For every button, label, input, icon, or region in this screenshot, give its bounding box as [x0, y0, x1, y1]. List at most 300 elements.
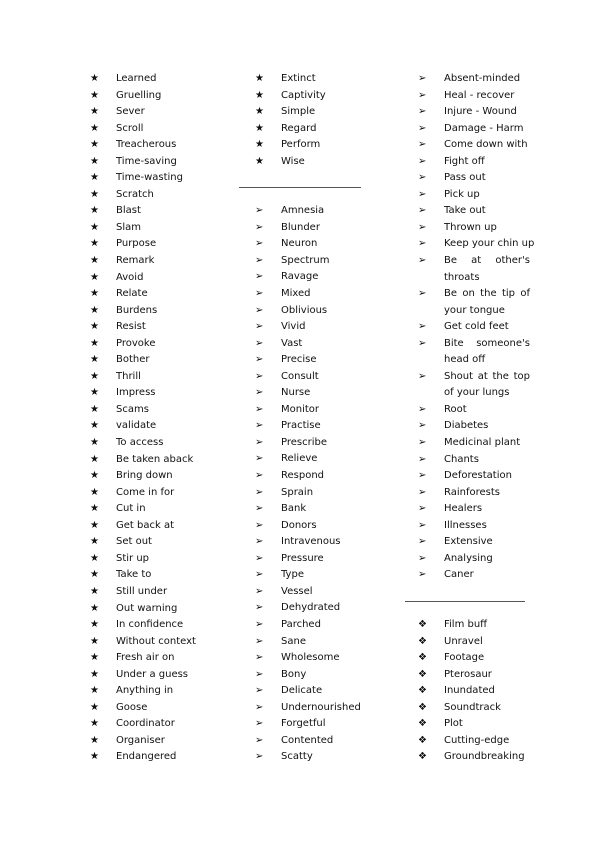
- list-item: [418, 154, 530, 171]
- list-item-text: Vivid: [281, 321, 306, 333]
- list-item-text: Contented: [281, 734, 334, 746]
- list-item: [418, 667, 530, 684]
- arrow-bullet-icon: ➢: [255, 436, 264, 448]
- star-bullet-icon: ★: [90, 437, 99, 449]
- list-item-text: Damage - Harm: [444, 122, 524, 134]
- list-item-text: Blast: [116, 205, 141, 217]
- list-item: [418, 518, 530, 535]
- diamond-bullet-icon: ❖: [418, 668, 427, 680]
- list-item-text: Cutting-edge: [444, 734, 510, 746]
- list-item: [255, 435, 385, 452]
- list-item: [418, 104, 530, 121]
- star-bullet-icon: ★: [255, 155, 264, 167]
- list-item: [90, 253, 235, 270]
- list-item: [90, 336, 235, 353]
- list-item-text: Take to: [116, 569, 152, 581]
- arrow-bullet-icon: ➢: [418, 106, 427, 118]
- diamond-bullet-icon: ❖: [418, 685, 427, 697]
- arrow-bullet-icon: ➢: [255, 486, 264, 498]
- list-item: [255, 154, 385, 171]
- list-item: [255, 385, 385, 402]
- list-item: [255, 518, 385, 535]
- list-item: [255, 501, 385, 518]
- list-item: [90, 220, 235, 237]
- list-item-text: Time-wasting: [116, 172, 183, 184]
- list-item: [418, 534, 530, 551]
- list-item: [418, 683, 530, 700]
- list-item: [90, 733, 235, 750]
- list-item-text: Caner: [444, 569, 474, 581]
- arrow-bullet-icon: ➢: [255, 288, 264, 300]
- list-item-text: Provoke: [116, 337, 156, 349]
- list-item-text: Undernourished: [281, 701, 361, 713]
- list-item: [90, 601, 235, 618]
- arrow-bullet-icon: ➢: [255, 536, 264, 548]
- star-bullet-icon: ★: [90, 238, 99, 250]
- star-bullet-icon: ★: [255, 89, 264, 101]
- list-item: [255, 683, 385, 700]
- list-item-text: Regard: [281, 122, 317, 134]
- star-bullet-icon: ★: [90, 585, 99, 597]
- list-item-text: Heal - recover: [444, 89, 515, 101]
- arrow-bullet-icon: ➢: [418, 255, 427, 267]
- arrow-bullet-icon: ➢: [255, 602, 264, 614]
- list-item: [255, 534, 385, 551]
- list-item-text: Deforestation: [444, 470, 512, 482]
- list-item: [90, 104, 235, 121]
- star-bullet-icon: ★: [255, 73, 264, 84]
- list-item-text: Out warning: [116, 602, 178, 614]
- arrow-bullet-icon: ➢: [255, 585, 264, 597]
- star-bullet-icon: ★: [90, 271, 99, 283]
- list-item-text: Root: [444, 403, 467, 415]
- list-item-text: Take out: [444, 205, 486, 217]
- list-item-text: Fresh air on: [116, 652, 175, 664]
- list-item-text: Without context: [116, 635, 196, 647]
- list-item: [418, 253, 530, 286]
- list-item-text: Soundtrack: [444, 701, 501, 713]
- list-item: [255, 600, 385, 617]
- star-bullet-icon: ★: [90, 370, 99, 382]
- list-item: [255, 71, 385, 88]
- arrow-bullet-icon: ➢: [255, 668, 264, 680]
- list-item: [255, 551, 385, 568]
- list-item: [255, 220, 385, 237]
- list-item-text: Purpose: [116, 238, 157, 250]
- star-bullet-icon: ★: [255, 122, 264, 134]
- arrow-bullet-icon: ➢: [255, 519, 264, 531]
- list-item: [90, 402, 235, 419]
- list-item: [90, 501, 235, 518]
- list-item: [255, 121, 385, 138]
- diamond-bullet-icon: ❖: [418, 635, 427, 647]
- list-item-text: Extinct: [281, 73, 316, 84]
- list-item: [90, 700, 235, 717]
- list-item: [90, 203, 235, 220]
- list-item-text: Scratch: [116, 188, 154, 200]
- diamond-bullet-icon: ❖: [418, 734, 427, 746]
- list-item: [255, 269, 385, 286]
- list-item-text: Still under: [116, 585, 168, 597]
- list-item: [90, 187, 235, 204]
- arrow-bullet-icon: ➢: [255, 569, 264, 581]
- arrow-bullet-icon: ➢: [418, 139, 427, 151]
- list-item-text: In confidence: [116, 619, 184, 631]
- arrow-bullet-icon: ➢: [418, 519, 427, 531]
- list-item-text: Be at other's throats: [444, 255, 530, 283]
- list-item-text: Delicate: [281, 685, 323, 697]
- list-item: [90, 121, 235, 138]
- arrow-bullet-icon: ➢: [418, 122, 427, 134]
- arrow-bullet-icon: ➢: [418, 238, 427, 250]
- word-list-3a: [418, 71, 535, 584]
- list-item-text: Burdens: [116, 304, 158, 316]
- arrow-bullet-icon: ➢: [418, 437, 427, 449]
- list-item-text: To access: [116, 437, 164, 449]
- list-item-text: Diabetes: [444, 420, 489, 432]
- list-item-text: Sprain: [281, 486, 314, 498]
- list-item-text: Plot: [444, 718, 463, 730]
- column-3: [418, 71, 535, 766]
- arrow-bullet-icon: ➢: [255, 618, 264, 630]
- list-item: [255, 584, 385, 601]
- divider: [405, 601, 525, 602]
- list-item: [255, 733, 385, 750]
- list-item: [90, 650, 235, 667]
- list-item: [418, 319, 530, 336]
- arrow-bullet-icon: ➢: [255, 403, 264, 415]
- list-item-text: Rainforests: [444, 486, 500, 498]
- list-item-text: Under a guess: [116, 668, 189, 680]
- list-item: [90, 319, 235, 336]
- list-item: [90, 468, 235, 485]
- list-item: [90, 485, 235, 502]
- list-item: [255, 617, 385, 634]
- list-item-text: Come in for: [116, 486, 175, 498]
- list-item-text: Learned: [116, 73, 157, 84]
- star-bullet-icon: ★: [90, 619, 99, 631]
- list-item: [418, 236, 535, 253]
- list-item: [418, 700, 530, 717]
- star-bullet-icon: ★: [90, 734, 99, 746]
- list-item-text: Get back at: [116, 519, 174, 531]
- list-item-text: Prescribe: [281, 436, 327, 448]
- list-item-text: Captivity: [281, 89, 326, 101]
- list-item: [90, 551, 235, 568]
- arrow-bullet-icon: ➢: [255, 304, 264, 316]
- list-item: [255, 369, 385, 386]
- arrow-bullet-icon: ➢: [418, 503, 427, 515]
- list-item-text: Absent-minded: [444, 73, 521, 84]
- list-item-text: Bony: [281, 668, 307, 680]
- list-item: [255, 451, 385, 468]
- list-item: [255, 319, 385, 336]
- list-item-text: Wholesome: [281, 652, 340, 664]
- list-item-text: Mixed: [281, 288, 311, 300]
- list-item: [90, 452, 235, 469]
- list-item-text: Illnesses: [444, 519, 487, 531]
- list-item-text: Footage: [444, 652, 485, 664]
- list-item: [418, 617, 530, 634]
- diamond-bullet-icon: ❖: [418, 652, 427, 664]
- list-item: [255, 716, 385, 733]
- arrow-bullet-icon: ➢: [255, 718, 264, 730]
- list-item-text: Medicinal plant: [444, 437, 521, 449]
- list-item-text: Pick up: [444, 188, 480, 200]
- star-bullet-icon: ★: [90, 155, 99, 167]
- arrow-bullet-icon: ➢: [418, 288, 427, 300]
- list-item: [418, 88, 530, 105]
- star-bullet-icon: ★: [90, 751, 99, 763]
- list-item-text: Scams: [116, 403, 149, 415]
- list-item: [255, 418, 385, 435]
- list-item: [255, 104, 385, 121]
- list-item: [255, 402, 385, 419]
- list-item-text: Donors: [281, 519, 317, 531]
- list-item-text: Avoid: [116, 271, 144, 283]
- list-item-text: Be on the tip of your tongue: [444, 288, 530, 316]
- list-item-text: Spectrum: [281, 254, 330, 266]
- arrow-bullet-icon: ➢: [255, 254, 264, 266]
- arrow-bullet-icon: ➢: [418, 552, 427, 564]
- list-item: [418, 733, 530, 750]
- star-bullet-icon: ★: [90, 486, 99, 498]
- list-item-text: Forgetful: [281, 718, 326, 730]
- list-item: [255, 236, 385, 253]
- list-item-text: Monitor: [281, 403, 320, 415]
- star-bullet-icon: ★: [90, 536, 99, 548]
- list-item-text: Intravenous: [281, 536, 341, 548]
- star-bullet-icon: ★: [90, 122, 99, 134]
- arrow-bullet-icon: ➢: [418, 188, 427, 200]
- star-bullet-icon: ★: [90, 172, 99, 184]
- list-item: [418, 634, 530, 651]
- list-item: [90, 303, 235, 320]
- arrow-bullet-icon: ➢: [418, 486, 427, 498]
- star-bullet-icon: ★: [90, 288, 99, 300]
- list-item: [255, 203, 385, 220]
- arrow-bullet-icon: ➢: [418, 470, 427, 482]
- list-item: [90, 170, 235, 187]
- list-item-text: Gruelling: [116, 89, 162, 101]
- arrow-bullet-icon: ➢: [418, 536, 427, 548]
- list-item-text: Blunder: [281, 221, 320, 233]
- list-item-text: Anything in: [116, 685, 174, 697]
- list-item: [90, 716, 235, 733]
- star-bullet-icon: ★: [90, 387, 99, 399]
- list-item-text: Resist: [116, 321, 146, 333]
- arrow-bullet-icon: ➢: [255, 321, 264, 333]
- list-item-text: Thrill: [116, 370, 141, 382]
- list-item: [418, 551, 530, 568]
- list-item-text: Relate: [116, 288, 148, 300]
- list-item: [90, 352, 235, 369]
- word-list-1: [90, 71, 235, 766]
- arrow-bullet-icon: ➢: [255, 370, 264, 382]
- arrow-bullet-icon: ➢: [255, 387, 264, 399]
- list-item: [418, 650, 530, 667]
- list-item-text: Bite someone's head off: [444, 337, 530, 366]
- star-bullet-icon: ★: [90, 420, 99, 432]
- list-item-text: Impress: [116, 387, 156, 399]
- arrow-bullet-icon: ➢: [255, 271, 264, 283]
- list-item: [90, 385, 235, 402]
- diamond-bullet-icon: ❖: [418, 701, 427, 713]
- list-item-text: Sever: [116, 106, 145, 118]
- arrow-bullet-icon: ➢: [418, 221, 427, 233]
- star-bullet-icon: ★: [90, 503, 99, 515]
- arrow-bullet-icon: ➢: [418, 420, 427, 432]
- star-bullet-icon: ★: [90, 73, 99, 84]
- arrow-bullet-icon: ➢: [418, 453, 427, 465]
- list-item: [90, 71, 235, 88]
- arrow-bullet-icon: ➢: [255, 701, 264, 713]
- arrow-bullet-icon: ➢: [255, 652, 264, 664]
- star-bullet-icon: ★: [90, 205, 99, 217]
- list-item: [90, 137, 235, 154]
- arrow-bullet-icon: ➢: [418, 321, 427, 333]
- list-item: [90, 567, 235, 584]
- list-item-text: Bank: [281, 503, 307, 515]
- list-item: [418, 716, 530, 733]
- list-item: [255, 700, 385, 717]
- arrow-bullet-icon: ➢: [418, 403, 427, 415]
- list-item: [255, 634, 385, 651]
- column-1: [90, 71, 235, 766]
- list-item-text: Come down with: [444, 139, 528, 151]
- list-item-text: Type: [281, 569, 304, 581]
- list-item: [418, 749, 530, 766]
- star-bullet-icon: ★: [90, 635, 99, 647]
- star-bullet-icon: ★: [90, 354, 99, 366]
- list-item-text: Treacherous: [116, 139, 177, 151]
- list-item: [90, 683, 235, 700]
- list-item: [255, 667, 385, 684]
- list-item: [255, 352, 385, 369]
- list-item: [418, 137, 530, 154]
- star-bullet-icon: ★: [90, 701, 99, 713]
- list-item-text: Injure - Wound: [444, 106, 517, 118]
- list-item: [418, 220, 530, 237]
- diamond-bullet-icon: ❖: [418, 751, 427, 763]
- list-item-text: Amnesia: [281, 205, 325, 217]
- star-bullet-icon: ★: [90, 89, 99, 101]
- list-item-text: validate: [116, 420, 157, 432]
- star-bullet-icon: ★: [90, 519, 99, 531]
- list-item: [90, 617, 235, 634]
- star-bullet-icon: ★: [90, 403, 99, 415]
- star-bullet-icon: ★: [90, 221, 99, 233]
- arrow-bullet-icon: ➢: [255, 453, 264, 465]
- list-item-text: Precise: [281, 354, 317, 366]
- list-item: [418, 286, 530, 319]
- list-item: [418, 501, 530, 518]
- list-item-text: Bother: [116, 354, 150, 366]
- arrow-bullet-icon: ➢: [255, 751, 264, 763]
- list-item-text: Shout at the top of your lungs: [444, 370, 530, 399]
- list-item: [418, 485, 530, 502]
- list-item: [418, 468, 530, 485]
- star-bullet-icon: ★: [90, 652, 99, 664]
- list-item-text: Goose: [116, 701, 148, 713]
- arrow-bullet-icon: ➢: [255, 354, 264, 366]
- star-bullet-icon: ★: [255, 139, 264, 151]
- list-item-text: Be taken aback: [116, 453, 194, 465]
- arrow-bullet-icon: ➢: [255, 420, 264, 432]
- list-item-text: Pterosaur: [444, 668, 492, 680]
- list-item: [255, 485, 385, 502]
- arrow-bullet-icon: ➢: [255, 221, 264, 233]
- star-bullet-icon: ★: [90, 569, 99, 581]
- star-bullet-icon: ★: [90, 337, 99, 349]
- list-item: [418, 452, 530, 469]
- list-item-text: Pass out: [444, 172, 486, 184]
- arrow-bullet-icon: ➢: [255, 470, 264, 482]
- star-bullet-icon: ★: [90, 552, 99, 564]
- arrow-bullet-icon: ➢: [418, 370, 427, 382]
- list-item: [255, 253, 385, 270]
- list-item-text: Neuron: [281, 238, 318, 250]
- list-item-text: Extensive: [444, 536, 493, 548]
- list-item-text: Film buff: [444, 618, 488, 630]
- list-item-text: Wise: [281, 155, 305, 167]
- list-item: [90, 749, 235, 766]
- arrow-bullet-icon: ➢: [418, 73, 427, 84]
- list-item: [90, 286, 235, 303]
- list-item-text: Fight off: [444, 155, 485, 167]
- list-item-text: Pressure: [281, 552, 324, 564]
- star-bullet-icon: ★: [90, 685, 99, 697]
- list-item: [90, 435, 235, 452]
- star-bullet-icon: ★: [90, 139, 99, 151]
- star-bullet-icon: ★: [90, 668, 99, 680]
- list-item: [418, 187, 530, 204]
- list-item: [418, 418, 530, 435]
- list-item: [90, 418, 235, 435]
- list-item: [418, 170, 530, 187]
- list-item-text: Oblivious: [281, 304, 328, 316]
- arrow-bullet-icon: ➢: [255, 205, 264, 217]
- list-item: [90, 518, 235, 535]
- arrow-bullet-icon: ➢: [255, 685, 264, 697]
- list-item: [90, 236, 235, 253]
- list-item-text: Slam: [116, 221, 141, 233]
- list-item-text: Coordinator: [116, 718, 175, 730]
- list-item: [255, 567, 385, 584]
- list-item: [90, 667, 235, 684]
- list-item-text: Unravel: [444, 635, 483, 647]
- list-item: [255, 88, 385, 105]
- arrow-bullet-icon: ➢: [255, 503, 264, 515]
- star-bullet-icon: ★: [90, 106, 99, 118]
- list-item: [255, 749, 385, 766]
- list-item-text: Dehydrated: [281, 602, 341, 614]
- list-item-text: Thrown up: [444, 221, 497, 233]
- star-bullet-icon: ★: [90, 718, 99, 730]
- list-item-text: Keep your chin up: [444, 238, 535, 250]
- list-item-text: Vast: [281, 337, 303, 349]
- star-bullet-icon: ★: [90, 453, 99, 465]
- list-item-text: Vessel: [281, 585, 313, 597]
- arrow-bullet-icon: ➢: [418, 337, 427, 349]
- list-item-text: Respond: [281, 470, 325, 482]
- list-item-text: Scroll: [116, 122, 144, 134]
- list-item-text: Healers: [444, 503, 483, 515]
- list-item-text: Stir up: [116, 552, 150, 564]
- list-item: [90, 584, 235, 601]
- arrow-bullet-icon: ➢: [255, 552, 264, 564]
- arrow-bullet-icon: ➢: [418, 89, 427, 101]
